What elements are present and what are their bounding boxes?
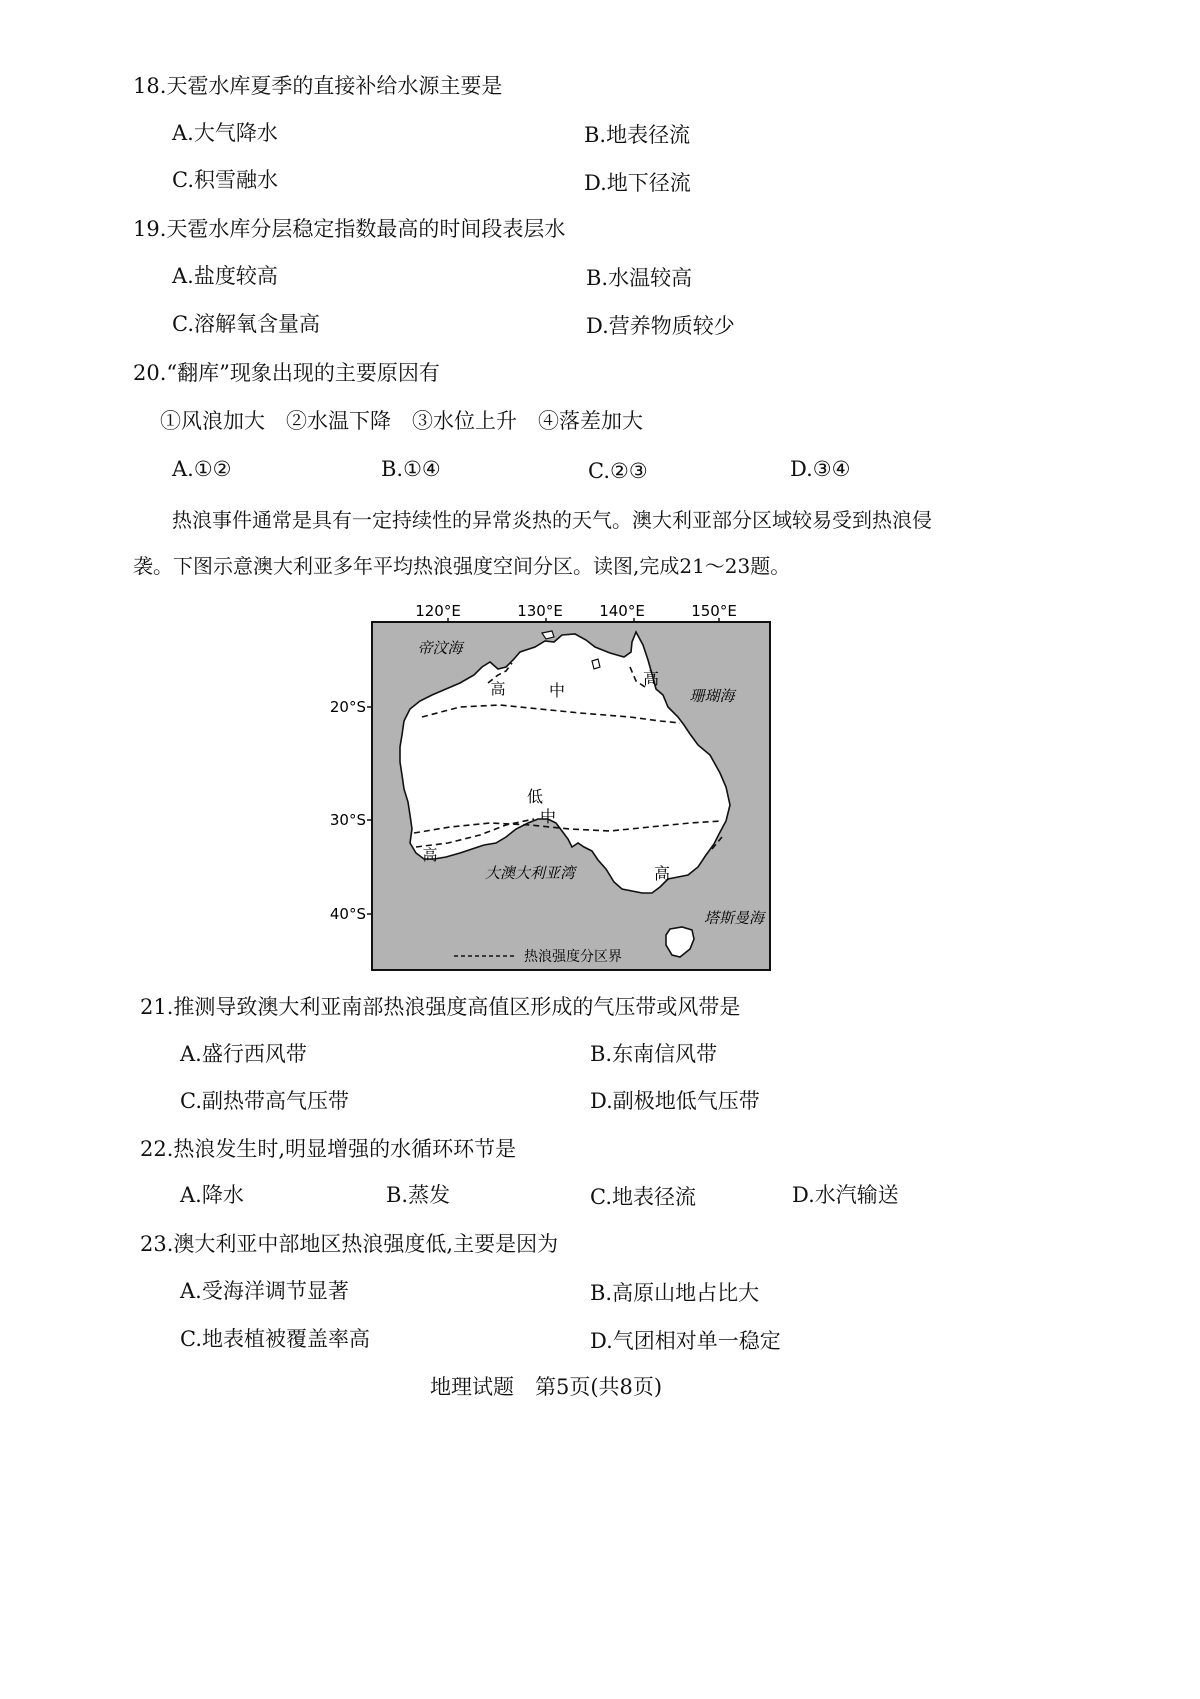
zone-label-north-mid: 中 (548, 681, 566, 700)
lat-label-30s: 30°S (330, 811, 366, 829)
passage-line-1: 热浪事件通常是具有一定持续性的异常炎热的天气。澳大利亚部分区域较易受到热浪侵 (172, 508, 932, 532)
lon-label-120: 120°E (415, 602, 461, 620)
sea-label-coral: 珊瑚海 (689, 687, 735, 705)
lat-label-40s: 40°S (330, 905, 366, 923)
q21-stem: 21.推测导致澳大利亚南部热浪强度高值区形成的气压带或风带是 (140, 995, 741, 1019)
zone-label-center-low: 低 (526, 787, 544, 806)
zone-label-ne-high: 高 (642, 669, 660, 688)
page-footer: 地理试题 第5页(共8页) (430, 1375, 663, 1399)
q23-stem: 23.澳大利亚中部地区热浪强度低,主要是因为 (140, 1232, 559, 1256)
lon-label-150: 150°E (691, 602, 737, 620)
q18-option-d: D.地下径流 (584, 171, 691, 195)
q21-option-a: A.盛行西风带 (180, 1042, 307, 1066)
q21-option-d: D.副极地低气压带 (590, 1089, 760, 1113)
q20-option-d: D.③④ (790, 457, 851, 481)
sea-label-tasman: 塔斯曼海 (703, 909, 765, 927)
q19-option-a: A.盐度较高 (172, 264, 278, 288)
q19-stem: 19.天雹水库分层稳定指数最高的时间段表层水 (133, 217, 566, 241)
q23-option-b: B.高原山地占比大 (590, 1281, 760, 1305)
q20-option-b: B.①④ (381, 457, 441, 481)
lon-label-130: 130°E (517, 602, 563, 620)
q20-option-a: A.①② (172, 457, 232, 481)
q23-option-d: D.气团相对单一稳定 (590, 1329, 781, 1353)
sea-label-timor: 帝汶海 (417, 639, 463, 657)
q22-stem: 22.热浪发生时,明显增强的水循环环节是 (140, 1137, 517, 1161)
q20-option-c: C.②③ (588, 459, 648, 483)
q18-stem: 18.天雹水库夏季的直接补给水源主要是 (133, 74, 503, 98)
q18-option-c: C.积雪融水 (172, 168, 278, 192)
q22-option-b: B.蒸发 (386, 1183, 451, 1207)
q19-option-c: C.溶解氧含量高 (172, 312, 320, 336)
q22-option-c: C.地表径流 (590, 1185, 696, 1209)
island-gulf (592, 659, 600, 669)
q19-option-d: D.营养物质较少 (586, 314, 735, 338)
lat-label-20s: 20°S (330, 698, 366, 716)
legend-label: 热浪强度分区界 (524, 949, 622, 965)
q23-option-c: C.地表植被覆盖率高 (180, 1327, 370, 1351)
q21-option-b: B.东南信风带 (590, 1042, 718, 1066)
lon-label-140: 140°E (599, 602, 645, 620)
q22-option-a: A.降水 (180, 1183, 244, 1207)
zone-label-south-mid: 中 (539, 807, 557, 826)
q19-option-b: B.水温较高 (586, 266, 693, 290)
q21-option-c: C.副热带高气压带 (180, 1089, 349, 1113)
q20-items: ①风浪加大 ②水温下降 ③水位上升 ④落差加大 (160, 409, 643, 433)
zone-label-nw-high: 高 (490, 680, 506, 698)
passage-line-2: 袭。下图示意澳大利亚多年平均热浪强度空间分区。读图,完成21～23题。 (133, 554, 791, 578)
zone-label-sw-high: 高 (422, 846, 438, 864)
q20-stem: 20.“翻库”现象出现的主要原因有 (133, 361, 440, 385)
sea-label-bight: 大澳大利亚湾 (484, 864, 576, 882)
australia-heatwave-map (330, 597, 862, 1012)
q18-option-a: A.大气降水 (172, 121, 278, 145)
q22-option-d: D.水汽输送 (792, 1183, 899, 1207)
q23-option-a: A.受海洋调节显著 (180, 1279, 349, 1303)
q18-option-b: B.地表径流 (584, 123, 691, 147)
zone-label-se-high: 高 (653, 864, 671, 883)
